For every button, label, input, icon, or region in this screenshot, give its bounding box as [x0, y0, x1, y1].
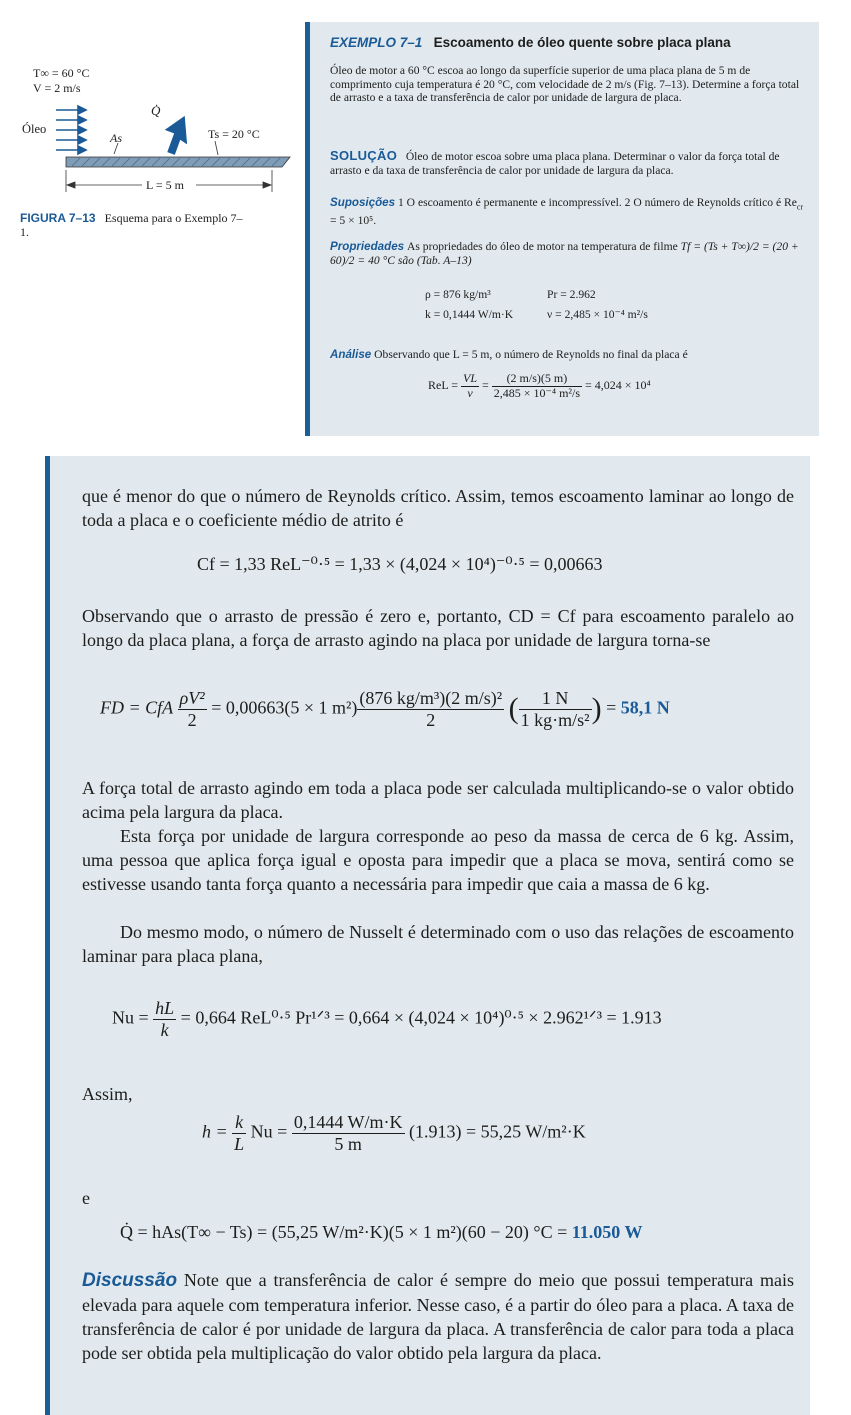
- heat-transfer-coefficient-equation: [202, 1112, 586, 1154]
- area-pointer: [114, 143, 118, 154]
- re-numerator: VL: [462, 371, 477, 385]
- example-panel: [305, 22, 819, 436]
- figure-caption-label: FIGURA 7–13: [20, 211, 96, 225]
- ts-pointer: [215, 141, 218, 155]
- fd-mid: = 0,00663(5 × 1 m²): [211, 697, 358, 718]
- ts-label: Ts = 20 °C: [208, 127, 260, 141]
- paragraph-drag: Observando que o arrasto de pressão é zero e, portanto, CD = Cf para escoamento paralelo ao longo da placa plana, a força de arrasto agindo na placa por unidade de largura torna-se: [82, 606, 794, 650]
- nu-numerator: hL: [155, 998, 175, 1018]
- h-frac1-num: k: [235, 1112, 244, 1132]
- properties-label: Propriedades: [330, 240, 405, 253]
- drag-force-result: 58,1 N: [620, 697, 670, 718]
- fd-lhs: FD = CfA: [100, 697, 174, 718]
- t-infinity-label: T∞ = 60 °C: [33, 66, 90, 80]
- h-lhs: h =: [202, 1121, 228, 1142]
- properties-text: As propriedades do óleo de motor na temperatura de filme: [407, 240, 678, 253]
- fd-frac3-num: 1 N: [541, 688, 569, 708]
- assumptions-block: Suposições 1 O escoamento é permanente e incompressível. 2 O número de Reynolds crítico é $Re_{cr} = 5 \times 10^5$.: [330, 196, 804, 227]
- length-label: L = 5 m: [146, 178, 184, 192]
- re-numerator-values: (2 m/s)(5 m): [506, 371, 568, 385]
- drag-force-equation: FD = CfA $\frac{\text{ρV²}}{2}$ = 0,00663(5 × 1 m²) $\frac{\text{(876 kg/m³)(2 m/s)²}}{2}$ ( $\frac{1 N}{\text{1 kg·m/s²}}$ ) = 58,1 N: [100, 688, 670, 730]
- figure-caption-text: Esquema para o Exemplo 7–1.: [20, 211, 243, 239]
- assumptions-label: Suposições: [330, 196, 396, 209]
- property-pr: Pr = 2.962: [547, 288, 596, 301]
- figure-caption: [20, 211, 250, 239]
- velocity-label: V = 2 m/s: [33, 81, 81, 95]
- paragraph-laminar: que é menor do que o número de Reynolds crítico. Assim, temos escoamento laminar ao longo de toda a placa e o coeficiente médio de atrito é: [82, 486, 794, 530]
- example-heading: [330, 35, 731, 50]
- assumptions-tail: = 5 × 10⁵.: [330, 213, 377, 227]
- oil-label: Óleo: [22, 122, 47, 136]
- problem-statement: Óleo de motor a 60 °C escoa ao longo da superfície superior de uma placa plana de 5 m de comprimento cuja temperatura é 20 °C, com velocidade de 2 m/s (Fig. 7–13). Determine a força total de arrasto e a taxa de transferência de calor por unidade de largura de placa.: [330, 64, 800, 105]
- q-dot-label: Q̇: [151, 103, 161, 118]
- h-frac2-num: 0,1444 W/m·K: [293, 1112, 403, 1132]
- solution-block: [330, 149, 810, 177]
- property-nu: ν = 2,485 × 10⁻⁴ m²/s: [547, 308, 648, 321]
- fd-frac1-den: 2: [178, 709, 207, 731]
- e-label: e: [82, 1188, 90, 1208]
- friction-coefficient-equation: Cf = 1,33 ReL⁻⁰·⁵ = 1,33 × (4,024 × 10⁴)⁻⁰·⁵ = 0,00663: [197, 554, 603, 574]
- fd-frac2-den: 2: [357, 709, 504, 731]
- re-denominator-values: 2,485 × 10⁻⁴ m²/s: [493, 385, 581, 400]
- re-lhs: ReL =: [428, 378, 458, 393]
- h-frac1-den: L: [234, 1133, 245, 1154]
- analysis-block: [330, 348, 810, 362]
- discussion-label: Discussão: [82, 1270, 178, 1291]
- assumptions-text: 1 O escoamento é permanente e incompressível. 2 O número de Reynolds crítico é Re: [397, 196, 797, 209]
- solution-label: SOLUÇÃO: [330, 148, 398, 163]
- nu-rest: = 0,664 ReL⁰·⁵ Pr¹ᐟ³ = 0,664 × (4,024 × 10⁴)⁰·⁵ × 2.962¹ᐟ³ = 1.913: [180, 1007, 662, 1028]
- properties-formula: Tf = (Ts + T∞)/2 = (20 + 60)/2 = 40 °C são (Tab. A–13): [330, 240, 799, 267]
- solution-text: Óleo de motor escoa sobre uma placa plana. Determinar o valor da força total de arrasto e da taxa de transferência de calor por unidade de largura da placa.: [330, 150, 780, 177]
- q-equation: Q̇ = hAs(T∞ − Ts) = (55,25 W/m²·K)(5 × 1 m²)(60 − 20) °C =: [120, 1222, 568, 1242]
- flat-plate-diagram: [0, 0, 300, 200]
- continuation-panel: [45, 456, 810, 1415]
- reynolds-equation: ReL = $\frac{VL}{\nu}$ = $\frac{(2 m/s)(5 m)}{\text{2,485 × 10⁻⁴ m²/s}}$ = 4,024 × 10⁴: [428, 371, 651, 400]
- re-result: = 4,024 × 10⁴: [585, 378, 651, 393]
- heat-arrow-icon: [158, 111, 196, 157]
- analysis-text: Observando que L = 5 m, o número de Reynolds no final da placa é: [374, 348, 688, 361]
- example-title: Escoamento de óleo quente sobre placa plana: [433, 35, 731, 50]
- nusselt-equation: [112, 998, 662, 1040]
- heat-rate-equation: [120, 1220, 642, 1244]
- properties-block: [330, 240, 810, 267]
- flow-arrows: [56, 106, 86, 154]
- discussion-text: Note que a transferência de calor é sempre do meio que possui temperatura mais elevada para aquele com temperatura inferior. Nesse caso, é a partir do óleo para a placa. A taxa de transferência de calor é por unidade de largura da placa. A transferência de calor para toda a placa pode ser obtida pela multiplicação do valor obtido pela largura da placa.: [82, 1270, 794, 1363]
- re-denominator: ν: [461, 386, 479, 401]
- example-number: EXEMPLO 7–1: [330, 35, 423, 50]
- area-label: As: [110, 131, 122, 145]
- assim-label: Assim,: [82, 1084, 133, 1104]
- paragraph-total-drag: A força total de arrasto agindo em toda a placa pode ser calculada multiplicando-se o valor obtido acima pela largura da placa.: [82, 778, 794, 822]
- property-rho: ρ = 876 kg/m³: [425, 288, 491, 301]
- paragraph-weight: Esta força por unidade de largura corresponde ao peso da massa de cerca de 6 kg. Assim, uma pessoa que aplica força igual e oposta para impedir que a placa se mova, sentirá como se estivesse usando tanta força quanto a necessária para impedir que caia a massa de 6 kg.: [82, 826, 794, 894]
- h-rest: (1.913) = 55,25 W/m²·K: [409, 1121, 586, 1142]
- heat-rate-result: 11.050 W: [571, 1222, 643, 1242]
- analysis-label: Análise: [330, 348, 372, 361]
- nu-lhs: Nu =: [112, 1007, 149, 1028]
- h-nu: Nu =: [250, 1121, 288, 1142]
- discussion-block: [82, 1268, 794, 1365]
- h-frac2-den: 5 m: [292, 1133, 405, 1155]
- fd-frac1-num: ρV²: [179, 688, 205, 708]
- paragraph-nusselt: Do mesmo modo, o número de Nusselt é determinado com o uso das relações de escoamento laminar para placa plana,: [82, 922, 794, 966]
- property-k: k = 0,1444 W/m·K: [425, 308, 514, 321]
- nu-denominator: k: [153, 1019, 176, 1041]
- fd-frac3-den: 1 kg·m/s²: [520, 709, 590, 730]
- fd-frac2-num: (876 kg/m³)(2 m/s)²: [359, 688, 503, 708]
